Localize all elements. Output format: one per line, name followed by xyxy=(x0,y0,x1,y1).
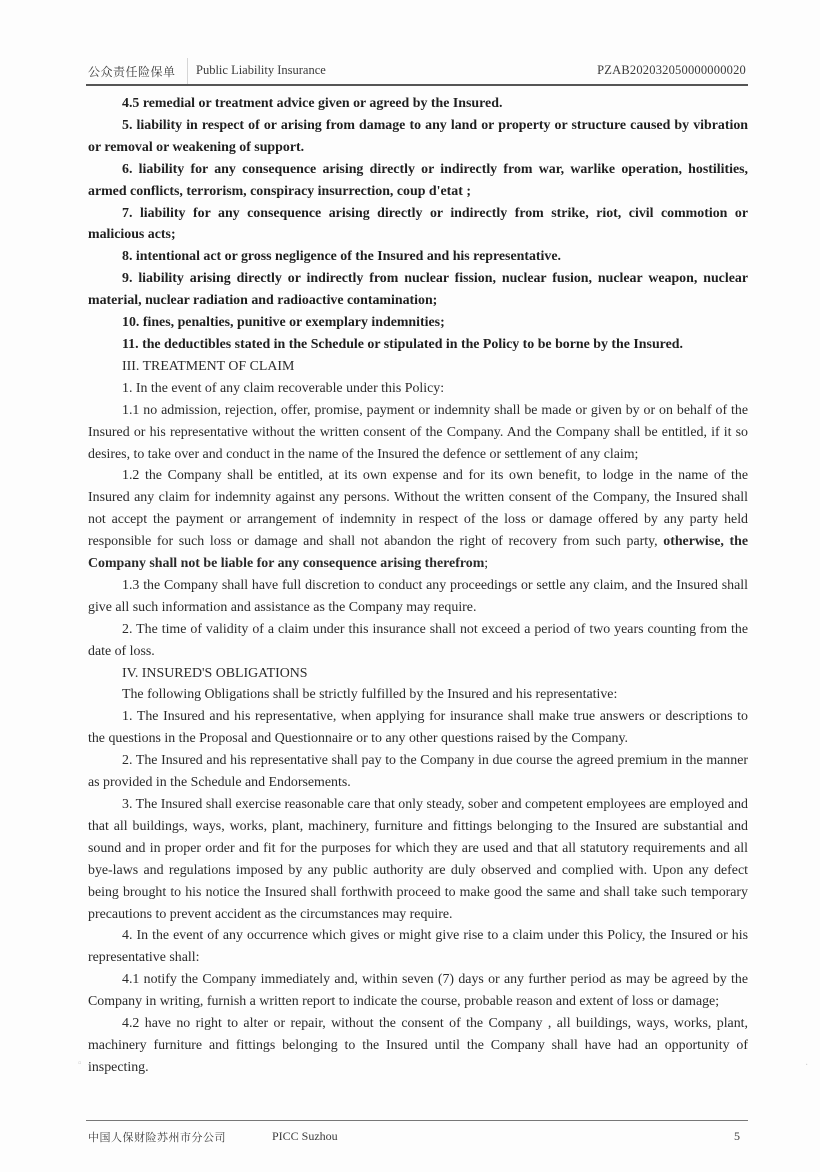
policy-number: PZAB202032050000000020 xyxy=(597,63,746,77)
footer-chinese-company: 中国人保财险苏州市分公司 xyxy=(88,1131,226,1144)
obligation-clause: 2. The Insured and his representative shall pay to the Company in due course the agreed premium in the manner as provided in the Schedule and Endorsements. xyxy=(88,753,748,791)
page-number: 5 xyxy=(734,1129,740,1143)
claim-clause: 1. In the event of any claim recoverable under this Policy: xyxy=(122,380,445,396)
clause-emphasis: otherwise, the Company shall not be liable for any consequence arising therefrom xyxy=(88,534,748,572)
exclusion-item: 10. fines, penalties, punitive or exemplary indemnities; xyxy=(122,315,445,331)
claim-clause: 2. The time of validity of a claim under this insurance shall not exceed a period of two years counting from the date of loss. xyxy=(88,621,748,659)
footer-rule xyxy=(86,1120,748,1121)
claim-clause: 1.1 no admission, rejection, offer, promise, payment or indemnity shall be made or given by or on behalf of the Insured or his representative without the written consent of the Company. And the Company shall be entitled, if it so desires, to take over and conduct in the name of the Insured the defence or settlement of any claim; xyxy=(88,402,748,462)
obligation-clause: 4.2 have no right to alter or repair, without the consent of the Company , all buildings, ways, works, plant, machinery furniture and fittings belonging to the Insured until the Company shall have had an opportunity of inspecting. xyxy=(88,1016,748,1075)
header-rule xyxy=(86,84,748,86)
obligation-clause: 3. The Insured shall exercise reasonable care that only steady, sober and competent employees are employed and that all buildings, ways, works, plant, machinery, furniture and fittings belonging to the Insured are substantial and sound and in proper order and fit for the purposes for which they are used and that all statutory requirements and all bye-laws and regulations imposed by any public authority are duly observed and complied with. Upon any defect being brought to his notice the Insured shall forthwith proceed to make good the same and shall take such temporary precautions to prevent accident as the circumstances may require. xyxy=(88,797,748,922)
scan-mark: · xyxy=(805,1060,809,1071)
exclusion-item: 6. liability for any consequence arising directly or indirectly from war, warlike operation, hostilities, armed conflicts, terrorism, conspiracy insurrection, coup d'etat ; xyxy=(88,161,748,199)
clause-end: ; xyxy=(484,556,489,572)
exclusion-item: 9. liability arising directly or indirectly from nuclear fission, nuclear fusion, nuclear weapon, nuclear material, nuclear radiation and radioactive contamination; xyxy=(88,271,748,309)
exclusion-item: 7. liability for any consequence arising directly or indirectly from strike, riot, civil commotion or malicious acts; xyxy=(88,205,748,243)
obligation-intro: The following Obligations shall be strictly fulfilled by the Insured and his representative: xyxy=(122,687,618,703)
exclusion-item: 5. liability in respect of or arising from damage to any land or property or structure caused by vibration or removal or weakening of support. xyxy=(88,117,748,155)
section-heading-insureds-obligations: IV. INSURED'S OBLIGATIONS xyxy=(122,665,308,681)
header-divider xyxy=(187,58,188,84)
header-english-title: Public Liability Insurance xyxy=(196,63,326,77)
clause-text: 1.2 the Company shall be entitled, at its own expense and for its own benefit, to lodge in the name of the Insured any claim for indemnity against any persons. Without the written consent of the Company, the Insured shall not accept the payment or arrangement of indemnity in respect of the loss or damage offered by any party held responsible for such loss or damage and shall not abandon the right of recovery from such party, xyxy=(88,468,748,550)
scan-mark: ▫ xyxy=(78,1058,82,1069)
claim-clause-1-2 xyxy=(88,465,748,575)
header-chinese-title: 公众责任险保单 xyxy=(88,65,176,79)
page-footer xyxy=(86,1128,748,1148)
exclusion-item: 11. the deductibles stated in the Schedule or stipulated in the Policy to be borne by the Insured. xyxy=(122,336,683,352)
footer-english-company: PICC Suzhou xyxy=(272,1129,338,1143)
page-header xyxy=(86,62,748,82)
section-heading-treatment-of-claim: III. TREATMENT OF CLAIM xyxy=(122,358,295,374)
exclusion-item: 8. intentional act or gross negligence of the Insured and his representative. xyxy=(122,249,561,265)
document-body xyxy=(88,93,748,1079)
claim-clause: 1.3 the Company shall have full discretion to conduct any proceedings or settle any claim, and the Insured shall give all such information and assistance as the Company may require. xyxy=(88,577,748,615)
obligation-clause: 4. In the event of any occurrence which gives or might give rise to a claim under this Policy, the Insured or his representative shall: xyxy=(88,928,748,966)
obligation-clause: 1. The Insured and his representative, when applying for insurance shall make true answers or descriptions to the questions in the Proposal and Questionnaire or to any other questions raised by the Company. xyxy=(88,709,748,747)
obligation-clause: 4.1 notify the Company immediately and, within seven (7) days or any further period as may be agreed by the Company in writing, furnish a written report to indicate the course, probable reason and extent of loss or damage; xyxy=(88,972,748,1010)
exclusion-item: 4.5 remedial or treatment advice given or agreed by the Insured. xyxy=(122,96,503,111)
